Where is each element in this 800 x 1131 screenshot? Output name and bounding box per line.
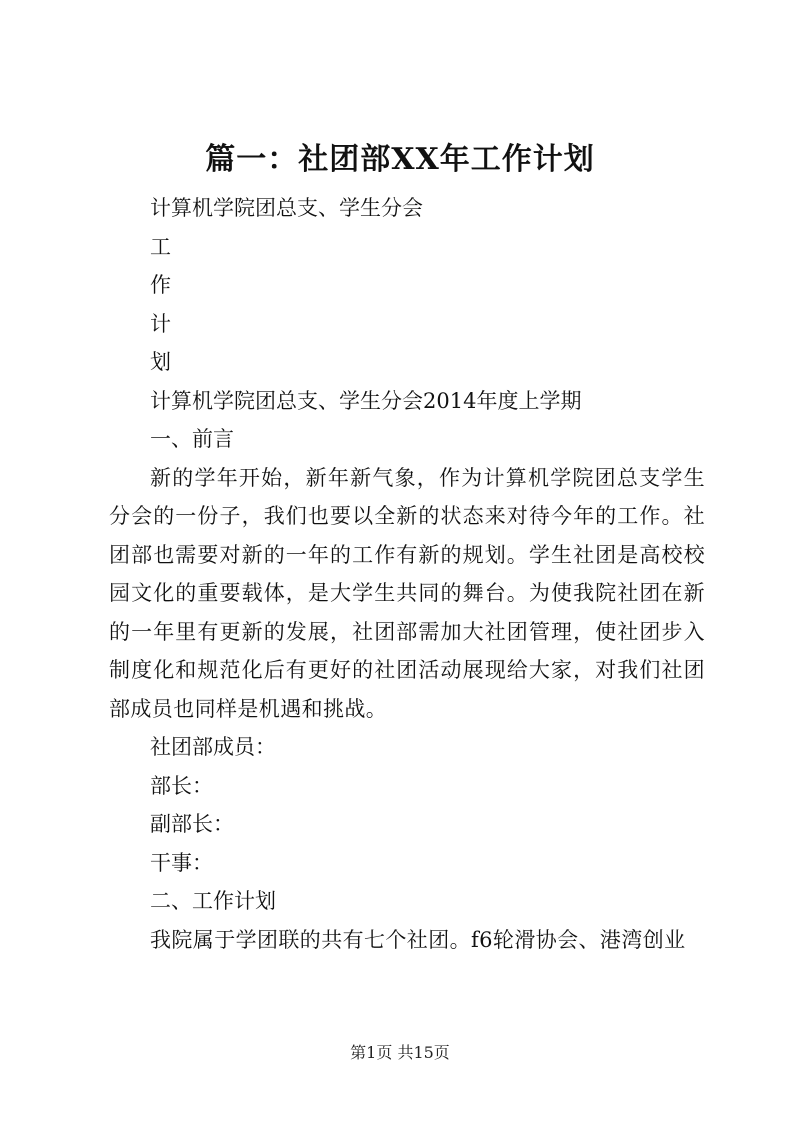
- minister-line: 部长：: [150, 773, 213, 798]
- work-plan-paragraph: 我院属于学团联的共有七个社团。f6轮滑协会、港湾创业: [150, 927, 686, 952]
- vertical-char-4: 划: [150, 350, 171, 374]
- semester-line: 计算机学院团总支、学生分会2014年度上学期: [150, 388, 582, 413]
- officers-line: 干事：: [150, 850, 213, 875]
- preface-paragraph: 新的学年开始，新年新气象，作为计算机学院团总支学生分会的一份子，我们也要以全新的状态来对待今年的工作。社团部也需要对新的一年的工作有新的规划。学生社团是高校校园文化的重要载体，是大学生共同的舞台。为使我院社团在新的一年里有更新的发展，社团部需加大社团管理，使社团步入制度化和规范化后有更好的社团活动展现给大家，对我们社团部成员也同样是机遇和挑战。: [109, 465, 705, 721]
- members-heading: 社团部成员：: [150, 735, 276, 759]
- vertical-char-2: 作: [150, 273, 171, 297]
- section-heading-preface: 一、前言: [150, 427, 234, 451]
- page-footer: 第1页 共15页: [350, 1043, 450, 1062]
- document-title: 篇一：社团部XX年工作计划: [205, 142, 595, 177]
- vice-minister-line: 副部长：: [150, 812, 234, 836]
- vertical-char-1: 工: [150, 234, 171, 259]
- vertical-char-3: 计: [150, 311, 171, 336]
- section-heading-work-plan: 二、工作计划: [150, 889, 276, 913]
- document-body: [109, 189, 705, 959]
- org-name-line: 计算机学院团总支、学生分会: [150, 196, 423, 220]
